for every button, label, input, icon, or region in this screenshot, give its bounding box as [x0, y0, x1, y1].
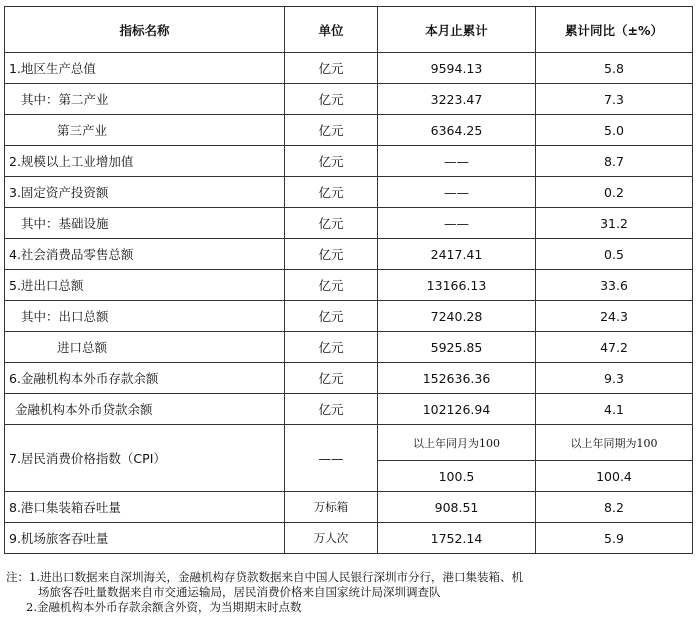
indicator-unit: 亿元 [285, 332, 378, 363]
indicator-unit: 亿元 [285, 208, 378, 239]
indicator-unit: 亿元 [285, 115, 378, 146]
indicator-value: —— [378, 208, 536, 239]
cpi-unit: —— [285, 425, 378, 492]
indicator-value: 7240.28 [378, 301, 536, 332]
indicator-yoy: 5.9 [536, 523, 693, 554]
indicator-unit: 亿元 [285, 270, 378, 301]
indicator-name: 5.进出口总额 [5, 270, 285, 301]
indicator-name: 其中：第二产业 [5, 84, 285, 115]
indicator-unit: 亿元 [285, 53, 378, 84]
indicator-yoy: 5.8 [536, 53, 693, 84]
indicator-yoy: 47.2 [536, 332, 693, 363]
table-row [5, 270, 693, 301]
indicator-value: —— [378, 146, 536, 177]
indicator-yoy: 8.7 [536, 146, 693, 177]
indicator-yoy: 31.2 [536, 208, 693, 239]
cpi-value-period: 100.4 [536, 461, 693, 492]
indicator-unit: 亿元 [285, 394, 378, 425]
table-row [5, 146, 693, 177]
header-unit: 单位 [285, 7, 378, 53]
indicator-unit: 亿元 [285, 363, 378, 394]
cpi-base-period: 以上年同期为100 [536, 425, 693, 461]
indicator-value: 152636.36 [378, 363, 536, 394]
indicator-value: 6364.25 [378, 115, 536, 146]
indicator-value: 9594.13 [378, 53, 536, 84]
table-row [5, 208, 693, 239]
indicator-value: 3223.47 [378, 84, 536, 115]
table-row [5, 394, 693, 425]
indicator-value: —— [378, 177, 536, 208]
footnote-line: 2.金融机构本外币存款余额含外资，为当期期末时点数 [26, 600, 302, 614]
indicator-unit: 亿元 [285, 84, 378, 115]
statistics-table [4, 6, 693, 554]
indicator-yoy: 9.3 [536, 363, 693, 394]
indicator-value: 102126.94 [378, 394, 536, 425]
table-row [5, 523, 693, 554]
cpi-name: 7.居民消费价格指数（CPI） [5, 425, 285, 492]
indicator-name: 第三产业 [5, 115, 285, 146]
indicator-yoy: 4.1 [536, 394, 693, 425]
footnote-line: 场旅客吞吐量数据来自市交通运输局，居民消费价格来自国家统计局深圳调查队 [38, 585, 441, 599]
indicator-name: 4.社会消费品零售总额 [5, 239, 285, 270]
table-row [5, 492, 693, 523]
table-row-cpi-base [5, 425, 693, 461]
indicator-unit: 亿元 [285, 301, 378, 332]
indicator-name: 2.规模以上工业增加值 [5, 146, 285, 177]
table-row [5, 177, 693, 208]
table-row [5, 84, 693, 115]
indicator-name: 其中：基础设施 [5, 208, 285, 239]
table-row [5, 115, 693, 146]
cpi-value-month: 100.5 [378, 461, 536, 492]
indicator-yoy: 0.2 [536, 177, 693, 208]
footnotes [6, 570, 696, 615]
indicator-value: 1752.14 [378, 523, 536, 554]
indicator-value: 908.51 [378, 492, 536, 523]
indicator-yoy: 33.6 [536, 270, 693, 301]
table-row [5, 239, 693, 270]
indicator-unit: 亿元 [285, 177, 378, 208]
indicator-value: 5925.85 [378, 332, 536, 363]
table-row [5, 301, 693, 332]
table-row [5, 332, 693, 363]
indicator-yoy: 7.3 [536, 84, 693, 115]
indicator-name: 8.港口集装箱吞吐量 [5, 492, 285, 523]
footnote-line: 注：1.进出口数据来自深圳海关，金融机构存贷款数据来自中国人民银行深圳市分行，港口集装箱、机 [6, 570, 523, 584]
indicator-yoy: 24.3 [536, 301, 693, 332]
indicator-name: 9.机场旅客吞吐量 [5, 523, 285, 554]
indicator-name: 金融机构本外币贷款余额 [5, 394, 285, 425]
cpi-base-month: 以上年同月为100 [378, 425, 536, 461]
indicator-yoy: 8.2 [536, 492, 693, 523]
indicator-value: 2417.41 [378, 239, 536, 270]
indicator-name: 3.固定资产投资额 [5, 177, 285, 208]
header-indicator-name: 指标名称 [5, 7, 285, 53]
header-yoy: 累计同比（±%） [536, 7, 693, 53]
indicator-unit: 万人次 [285, 523, 378, 554]
indicator-yoy: 0.5 [536, 239, 693, 270]
table-row [5, 53, 693, 84]
indicator-name: 其中：出口总额 [5, 301, 285, 332]
indicator-unit: 亿元 [285, 146, 378, 177]
indicator-name: 6.金融机构本外币存款余额 [5, 363, 285, 394]
indicator-name: 1.地区生产总值 [5, 53, 285, 84]
indicator-unit: 万标箱 [285, 492, 378, 523]
table-row [5, 363, 693, 394]
indicator-unit: 亿元 [285, 239, 378, 270]
indicator-name: 进口总额 [5, 332, 285, 363]
indicator-yoy: 5.0 [536, 115, 693, 146]
indicator-value: 13166.13 [378, 270, 536, 301]
header-row [5, 7, 693, 53]
header-cumulative: 本月止累计 [378, 7, 536, 53]
